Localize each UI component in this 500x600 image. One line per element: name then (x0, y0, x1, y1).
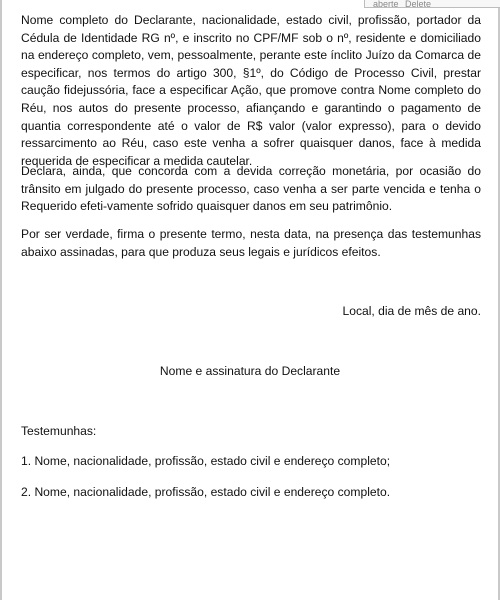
witness-line-2: 2. Nome, nacionalidade, profissão, estado civil e endereço completo. (21, 485, 391, 499)
declaration-paragraph-2: Declara, ainda, que concorda com a devida correção monetária, por ocasião do trânsito em julgado do presente processo, caso venha a ser parte vencida e tenha o Requerido efeti-vamente sofrido quaisquer danos em seu patrimônio. (21, 164, 481, 214)
top-tab-right-text: Delete (405, 0, 432, 8)
declaration-paragraph-3: Por ser verdade, firma o presente termo, nesta data, na presença das testemunhas abaixo assinadas, para que produza seus legais e jurídicos efeitos. (21, 227, 481, 259)
left-page-border (0, 0, 2, 600)
local-date-line: Local, dia de mês de ano. (342, 304, 481, 318)
top-tab-left-text: aberte (373, 0, 399, 8)
top-edge-tab (364, 0, 500, 8)
declaration-paragraph-1: Nome completo do Declarante, nacionalidade, estado civil, profissão, portador da Cédula de Identidade RG nº, e inscrito no CPF/MF sob o nº, residente e domiciliado na endereço completo, vem, pessoalmente, perante este ínclito Juízo da Comarca de especificar, nos termos do artigo 300, §1º, do Código de Processo Civil, prestar caução fidejussória, face a especificar Ação, que promove contra Nome completo do Réu, nos autos do presente processo, afiançando e garantindo o pagamento de quantia correspondente até o valor de R$ valor (valor expresso), para o devido ressarcimento ao Réu, caso este venha a sofrer quaisquer danos, face à medida requerida de especificar a medida cautelar. (21, 13, 481, 168)
witnesses-heading: Testemunhas: (21, 424, 97, 438)
declarant-signature-label: Nome e assinatura do Declarante (159, 364, 341, 378)
witness-line-1: 1. Nome, nacionalidade, profissão, estado civil e endereço completo; (21, 454, 391, 468)
